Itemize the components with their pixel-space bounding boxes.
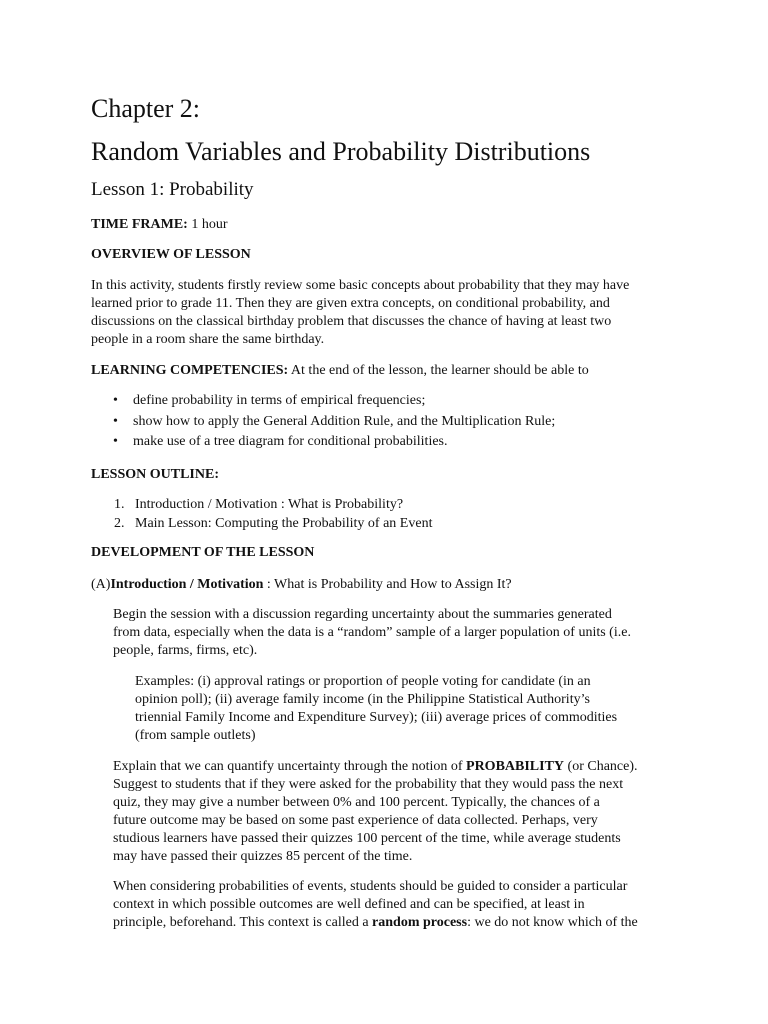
paragraph-line: from data, especially when the data is a “random” sample of a larger population of units (i.e. xyxy=(113,625,631,640)
paragraph-line: When considering probabilities of events, students should be guided to consider a particular xyxy=(113,879,628,894)
paragraph-line: opinion poll); (ii) average family income (in the Philippine Statistical Authority’s xyxy=(135,692,590,707)
probability-paragraph xyxy=(113,758,703,866)
outline-heading: LESSON OUTLINE: xyxy=(91,467,219,482)
paragraph-line: Begin the session with a discussion regarding uncertainty about the summaries generated xyxy=(113,607,612,622)
overview-line: people in a room share the same birthday. xyxy=(91,332,325,347)
competencies-label: LEARNING COMPETENCIES: xyxy=(91,363,289,378)
probability-pre: Explain that we can quantify uncertainty through the notion of xyxy=(113,759,467,774)
list-item xyxy=(114,515,704,534)
overview-line: In this activity, students firstly review some basic concepts about probability that they may have xyxy=(91,278,630,293)
paragraph-line: triennial Family Income and Expenditure Survey); (iii) average prices of commodities xyxy=(135,710,618,725)
paragraph-line: Suggest to students that if they were asked for the probability that they would pass the next xyxy=(113,777,624,792)
paragraph-line: (from sample outlets) xyxy=(135,728,256,743)
section-a-rest: : What is Probability and How to Assign It? xyxy=(263,577,512,592)
paragraph-line: quiz, they may give a number between 0% and 100 percent. Typically, the chances of a xyxy=(113,795,600,810)
section-a-bold: Introduction / Motivation xyxy=(110,577,264,592)
chapter-heading: Chapter 2: xyxy=(91,94,201,123)
competencies-list xyxy=(111,391,701,453)
random-process-post: : we do not know which of the xyxy=(467,915,638,930)
paragraph-line: people, farms, firms, etc). xyxy=(113,643,258,658)
bullet-icon: • xyxy=(113,434,118,449)
outline-number: 2. xyxy=(114,515,125,531)
outline-text: Introduction / Motivation : What is Probability? xyxy=(135,497,404,512)
competencies-intro xyxy=(91,362,589,380)
competency-text: make use of a tree diagram for conditional probabilities. xyxy=(133,434,448,449)
paragraph-line: may have passed their quizzes 85 percent of the time. xyxy=(113,849,413,864)
examples-paragraph xyxy=(135,673,725,745)
section-a-prefix: (A) xyxy=(91,577,111,592)
probability-post: (or Chance). xyxy=(564,759,638,774)
overview-paragraph xyxy=(91,277,681,349)
time-frame-value: 1 hour xyxy=(187,217,228,232)
paragraph-line: context in which possible outcomes are well defined and can be specified, at least in xyxy=(113,897,585,912)
competency-text: show how to apply the General Addition Rule, and the Multiplication Rule; xyxy=(133,413,556,429)
random-process-pre: principle, beforehand. This context is called a xyxy=(113,915,373,930)
intro-paragraph xyxy=(113,606,703,660)
paragraph-line xyxy=(113,758,703,776)
chapter-title: Random Variables and Probability Distributions xyxy=(91,137,591,166)
overview-heading: OVERVIEW OF LESSON xyxy=(91,247,251,262)
bullet-icon: • xyxy=(113,413,118,429)
random-process-term: random process xyxy=(372,915,468,930)
probability-term: PROBABILITY xyxy=(466,759,565,774)
time-frame-label: TIME FRAME: xyxy=(91,217,188,232)
random-process-paragraph xyxy=(113,878,703,932)
overview-line: discussions on the classical birthday problem that discusses the chance of having at least two xyxy=(91,314,612,329)
paragraph-line: future outcome may be based on some past experience of data collected. Perhaps, very xyxy=(113,813,598,828)
list-item xyxy=(111,391,701,412)
list-item xyxy=(114,496,704,515)
development-heading: DEVELOPMENT OF THE LESSON xyxy=(91,545,315,560)
bullet-icon: • xyxy=(113,393,118,408)
list-item xyxy=(111,412,701,433)
competencies-intro-text: At the end of the lesson, the learner should be able to xyxy=(288,363,589,378)
lesson-title: Lesson 1: Probability xyxy=(91,179,254,200)
outline-list xyxy=(114,496,704,533)
outline-number: 1. xyxy=(114,497,125,512)
outline-text: Main Lesson: Computing the Probability of an Event xyxy=(135,515,433,531)
section-a-heading xyxy=(91,576,512,594)
paragraph-line: studious learners have passed their quizzes 100 percent of the time, while average students xyxy=(113,831,621,846)
paragraph-line xyxy=(113,914,703,932)
competency-text: define probability in terms of empirical frequencies; xyxy=(133,393,426,408)
time-frame xyxy=(91,216,228,234)
overview-line: learned prior to grade 11. Then they are given extra concepts, on conditional probability, and xyxy=(91,296,610,311)
list-item xyxy=(111,432,701,453)
paragraph-line: Examples: (i) approval ratings or proportion of people voting for candidate (in an xyxy=(135,674,591,689)
